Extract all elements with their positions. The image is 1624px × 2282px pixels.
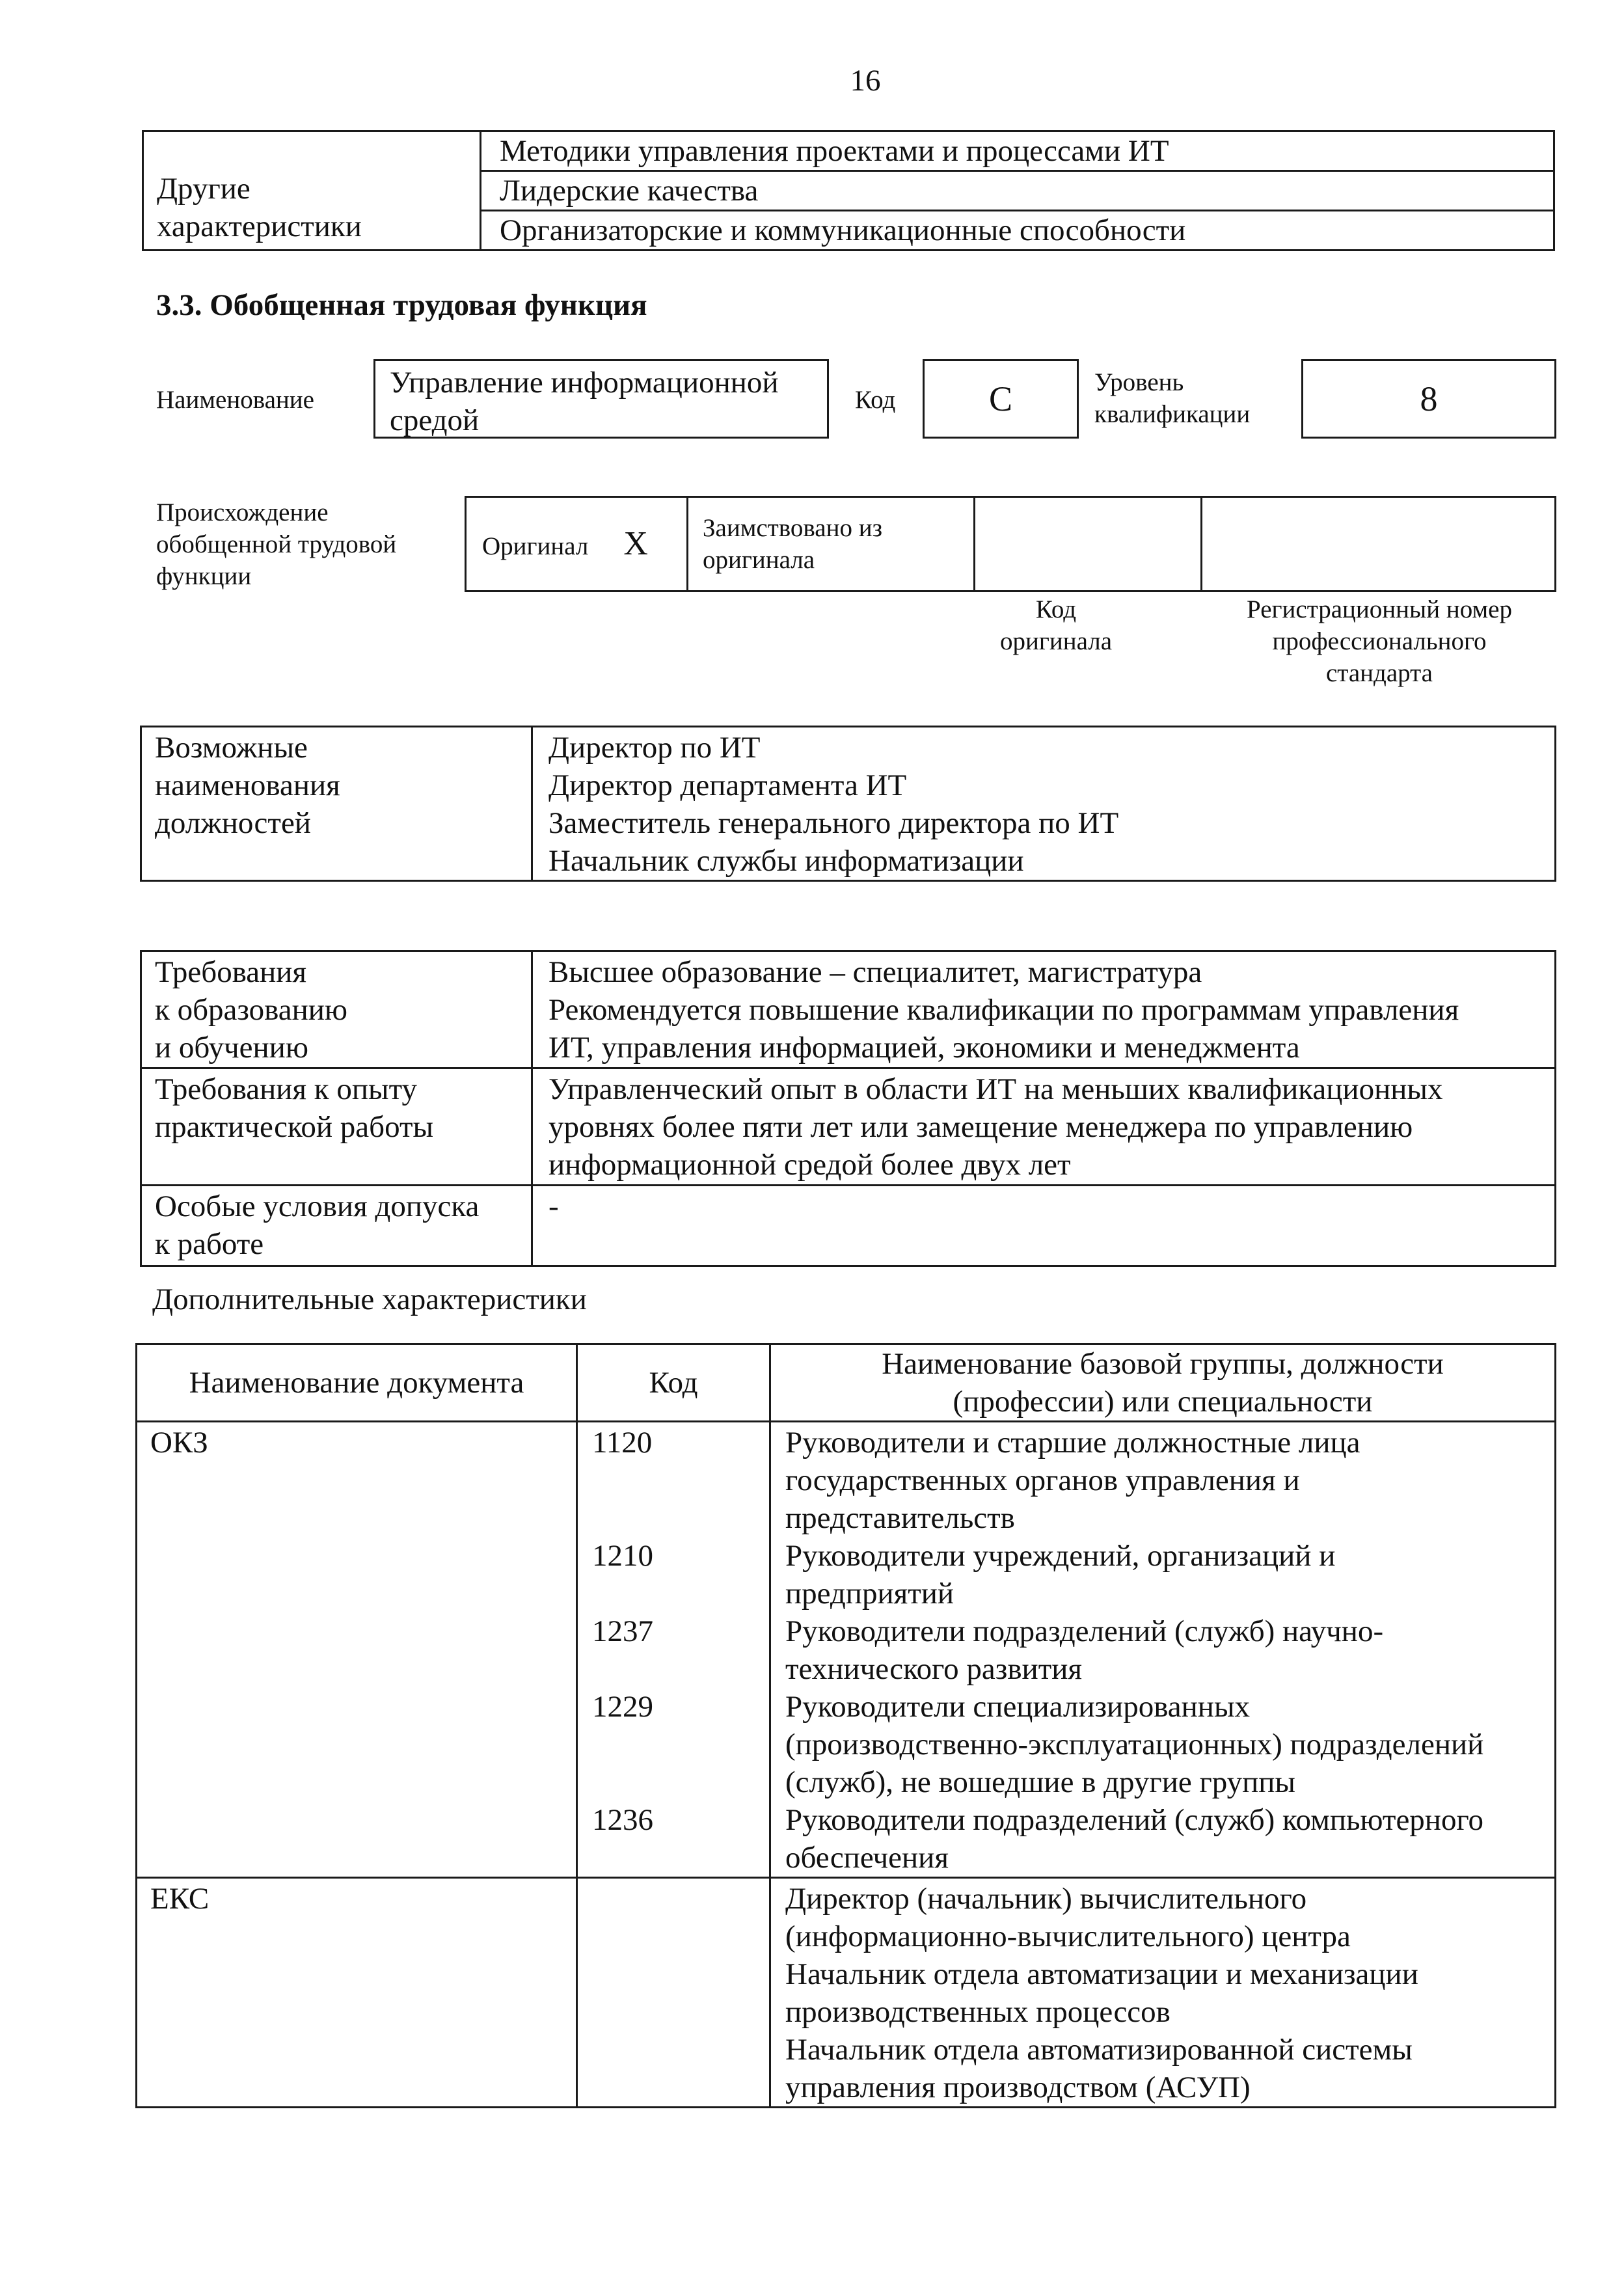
page-number: 16 [850,64,881,98]
okz-code: 1210 [592,1539,653,1573]
okz-name: Руководители подразделений (служб) научно- технического развития [785,1614,1384,1686]
education-value: Высшее образование – специалитет, магистратура Рекомендуется повышение квалификации по программам управления ИТ, управления информацией, экономики и менеджмента [532,951,1556,1068]
section-heading: 3.3. Обобщенная трудовая функция [156,288,647,322]
registration-number-caption: Регистрационный номер профессионального стандарта [1247,595,1512,687]
okz-codes [577,1422,770,1878]
origin-label: Происхождение обобщенной трудовой функции [156,498,397,590]
header-name: Наименование базовой группы, должности (профессии) или специальности [770,1344,1556,1422]
okz-name: Руководители и старшие должностные лица государственных органов управления и представительств [785,1426,1360,1535]
experience-value: Управленческий опыт в области ИТ на меньших квалификационных уровнях более пяти лет или замещение менеджера по управлению информационной средой более двух лет [532,1068,1556,1186]
code-label: Код [855,386,896,414]
special-conditions-value: - [532,1186,1556,1266]
requirements-table [140,950,1556,1267]
other-characteristics-label: Другие характеристики [143,131,481,251]
origin-table [465,496,1556,592]
eks-code [577,1878,770,2108]
code-box: C [923,359,1079,439]
okz-name: Руководители специализированных (производственно-эксплуатационных) подразделений (служб), не вошедшие в другие группы [785,1690,1484,1799]
other-characteristics-table [142,130,1555,251]
position-item: Заместитель генерального директора по ИТ [548,806,1119,840]
header-code: Код [577,1344,770,1422]
level-box: 8 [1301,359,1556,439]
okz-code: 1229 [592,1690,653,1724]
okz-code: 1120 [592,1426,653,1460]
characteristic-item: Организаторские и коммуникационные способности [481,211,1554,251]
okz-code: 1237 [592,1614,653,1648]
additional-table [135,1343,1556,2108]
eks-names: Директор (начальник) вычислительного (информационно-вычислительного) центра Начальник отдела автоматизации и механизации производственных процессов Начальник отдела автоматизированной системы управления производством (АСУП) [770,1878,1556,2108]
position-item: Начальник службы информатизации [548,844,1024,878]
level-label: Уровень квалификации [1094,368,1251,428]
okz-name: Руководители учреждений, организаций и предприятий [785,1539,1336,1610]
positions-label: Возможные наименования должностей [141,727,532,881]
original-code-caption: Код оригинала [999,595,1113,655]
positions-table [140,726,1556,882]
experience-label: Требования к опыту практической работы [141,1068,532,1186]
position-item: Директор департамента ИТ [548,768,907,802]
special-conditions-label: Особые условия допуска к работе [141,1186,532,1266]
okz-doc: ОКЗ [137,1422,577,1878]
function-name-box: Управление информационной средой [373,359,829,439]
original-cell: Оригинал X [466,497,688,591]
borrowed-cell: Заимствовано из оригинала [688,497,975,591]
characteristic-item: Методики управления проектами и процессами ИТ [481,131,1554,171]
positions-list [532,727,1556,881]
name-label: Наименование [156,386,314,414]
original-code-cell [975,497,1202,591]
additional-title: Дополнительные характеристики [152,1283,587,1316]
okz-name: Руководители подразделений (служб) компьютерного обеспечения [785,1803,1484,1875]
okz-names [770,1422,1556,1878]
registration-number-cell [1202,497,1556,591]
characteristic-item: Лидерские качества [481,171,1554,211]
original-mark: X [623,525,648,562]
position-item: Директор по ИТ [548,731,761,765]
header-doc: Наименование документа [137,1344,577,1422]
eks-doc: ЕКС [137,1878,577,2108]
education-label: Требования к образованию и обучению [141,951,532,1068]
okz-code: 1236 [592,1803,653,1837]
